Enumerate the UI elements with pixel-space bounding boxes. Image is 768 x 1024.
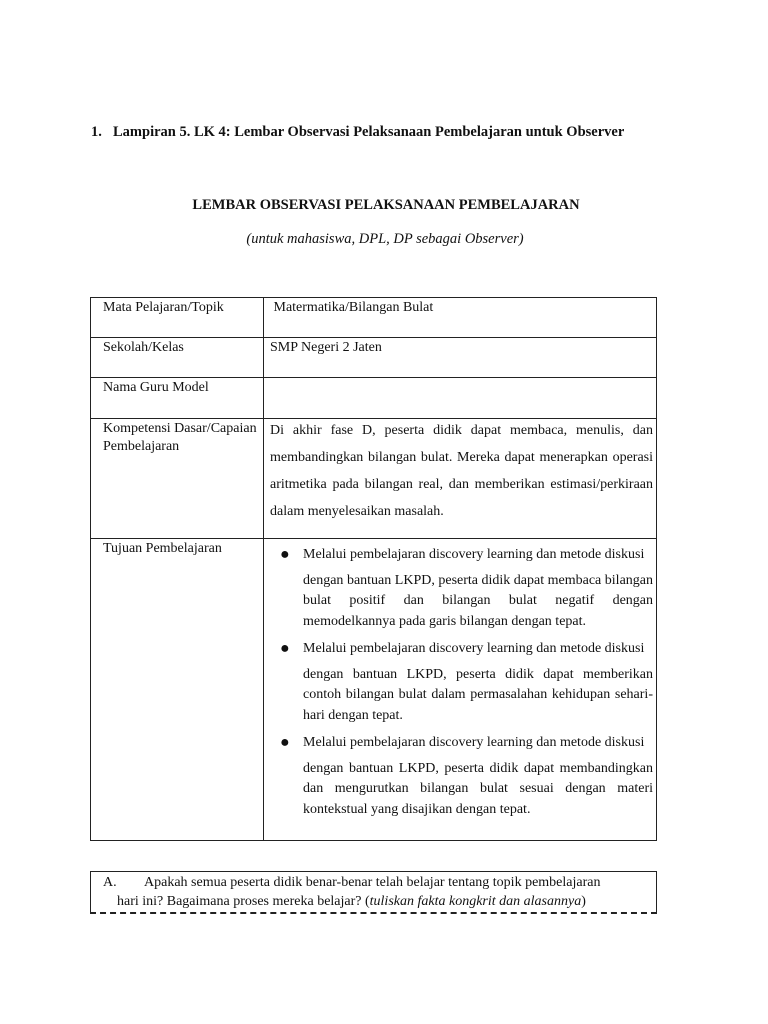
question-a-box bbox=[90, 871, 657, 914]
observation-table bbox=[90, 297, 657, 841]
goal-rest: dengan bantuan LKPD, peserta didik dapat membaca bilangan bulat positif dan bilangan bulat negatif dengan memodelkannya pada garis bilangan dengan tepat. bbox=[303, 572, 653, 629]
competency-cell bbox=[264, 419, 657, 539]
row-label: Mata Pelajaran/Topik bbox=[91, 298, 264, 338]
row-value: Matermatika/Bilangan Bulat bbox=[264, 298, 657, 338]
bullet-icon: ● bbox=[280, 734, 290, 751]
row-label: Kompetensi Dasar/Capaian Pembelajaran bbox=[91, 419, 264, 539]
row-label: Tujuan Pembelajaran bbox=[91, 539, 264, 841]
bullet-icon: ● bbox=[280, 640, 290, 657]
row-label: Nama Guru Model bbox=[91, 378, 264, 419]
document-subtitle: (untuk mahasiswa, DPL, DP sebagai Observer) bbox=[246, 231, 524, 247]
table-row bbox=[91, 338, 657, 378]
row-value-empty bbox=[264, 378, 657, 419]
question-text: Apakah semua peserta didik benar-benar telah belajar tentang topik pembelajaran bbox=[144, 875, 601, 890]
question-text-plain: hari ini? Bagaimana proses mereka belajar? ( bbox=[117, 894, 370, 909]
heading-text: Lampiran 5. LK 4: Lembar Observasi Pelaksanaan Pembelajaran untuk Observer bbox=[113, 124, 625, 140]
list-item bbox=[280, 733, 653, 820]
question-a-line2 bbox=[117, 894, 586, 910]
learning-goals-list bbox=[270, 545, 653, 820]
goal-first-line: Melalui pembelajaran discovery learning dan metode diskusi bbox=[303, 735, 645, 750]
competency-text: Di akhir fase D, peserta didik dapat membaca, menulis, dan membandingkan bilangan bulat. Mereka dapat menerapkan operasi aritmetika pada bilangan real, dan memberikan estimasi/perkiraan dalam menyelesaikan masalah. bbox=[270, 423, 653, 519]
goal-first-line: Melalui pembelajaran discovery learning dan metode diskusi bbox=[303, 641, 645, 656]
table-row bbox=[91, 298, 657, 338]
question-instruction: tuliskan fakta kongkrit dan alasannya bbox=[369, 894, 582, 909]
goal-first-line: Melalui pembelajaran discovery learning dan metode diskusi bbox=[303, 547, 645, 562]
list-item bbox=[280, 639, 653, 726]
list-item bbox=[280, 545, 653, 632]
question-a-line1 bbox=[103, 875, 600, 891]
attachment-heading bbox=[91, 124, 624, 141]
question-letter: A. bbox=[103, 875, 117, 890]
row-value: SMP Negeri 2 Jaten bbox=[264, 338, 657, 378]
question-close-paren: ) bbox=[581, 894, 586, 909]
table-row bbox=[91, 539, 657, 841]
document-title: LEMBAR OBSERVASI PELAKSANAAN PEMBELAJARAN bbox=[192, 197, 580, 213]
learning-goals-cell bbox=[264, 539, 657, 841]
table-row bbox=[91, 419, 657, 539]
goal-rest: dengan bantuan LKPD, peserta didik dapat membandingkan dan mengurutkan bilangan bulat sesuai dengan materi kontekstual yang disajikan dengan tepat. bbox=[303, 760, 653, 817]
bullet-icon: ● bbox=[280, 546, 290, 563]
row-label: Sekolah/Kelas bbox=[91, 338, 264, 378]
goal-rest: dengan bantuan LKPD, peserta didik dapat memberikan contoh bilangan bulat dalam permasalahan kehidupan sehari-hari dengan tepat. bbox=[303, 666, 653, 723]
table-row bbox=[91, 378, 657, 419]
heading-number: 1. bbox=[91, 124, 102, 140]
